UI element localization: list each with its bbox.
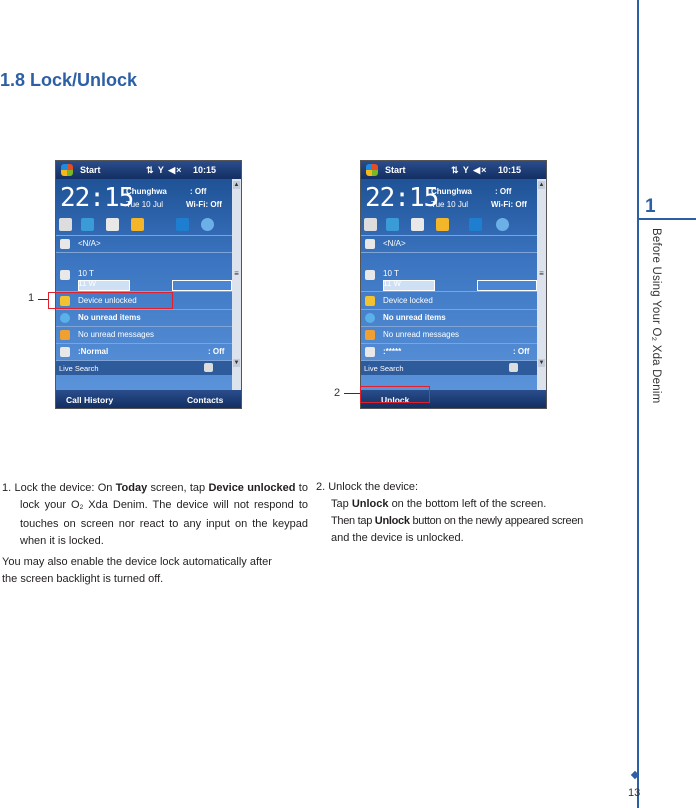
scroll-down-icon[interactable]: ▼ (538, 360, 545, 366)
message-icon (365, 330, 375, 340)
back-icon[interactable] (364, 218, 377, 231)
items-icon (365, 313, 375, 323)
app-launcher-row (361, 215, 537, 236)
scroll-thumb[interactable]: ≡ (539, 269, 544, 278)
lock-status-text: Device locked (383, 296, 433, 305)
scrollbar[interactable] (537, 179, 546, 390)
chapter-number: 1 (645, 196, 656, 217)
step-2: 2. Unlock the device: Tap Unlock on the bottom left of the screen. Then tap Unlock button on the newly appeared screen and the device is unlocked. (316, 481, 583, 544)
windows-start-icon[interactable] (61, 164, 73, 176)
live-search-row[interactable]: Live Search (361, 361, 537, 375)
contacts-softkey[interactable]: Contacts (187, 395, 224, 405)
device-screen-1 (55, 160, 242, 409)
lock-row[interactable] (361, 293, 537, 310)
callout-box-2 (360, 386, 430, 403)
owner-row[interactable]: <N/A> (56, 236, 232, 253)
date: Tue 10 Jul (126, 200, 164, 209)
search-go-icon[interactable] (204, 363, 213, 372)
message-icon (60, 330, 70, 340)
section-title: 1.8 Lock/Unlock (0, 70, 138, 90)
carrier: Chunghwa (126, 187, 167, 196)
page-number: 13 (628, 787, 641, 799)
contact-icon (60, 239, 70, 249)
unread-items-row[interactable]: No unread items (56, 310, 232, 327)
settings-icon[interactable] (496, 218, 509, 231)
contact-icon (365, 239, 375, 249)
folder-icon[interactable] (131, 218, 144, 231)
profile-icon (60, 347, 70, 357)
start-label[interactable]: Start (385, 165, 406, 175)
calendar-icon[interactable] (411, 218, 424, 231)
callout-number-1: 1 (28, 292, 35, 304)
rail-line (637, 0, 639, 808)
lock-status-text: Device unlocked (78, 296, 137, 305)
items-icon (60, 313, 70, 323)
step-1: 1. Lock the device: On Today screen, tap Device unlocked to lock your O2 Xda Denim. The device will not respond to touches on screen nor react to any input on the keypad when it is locked. (2, 482, 308, 547)
today-screen (361, 179, 537, 390)
messaging-icon[interactable] (469, 218, 482, 231)
date: Tue 10 Jul (431, 200, 469, 209)
profile-row[interactable]: :***** : Off (361, 344, 537, 361)
scroll-up-icon[interactable]: ▲ (233, 182, 240, 188)
folder-icon[interactable] (436, 218, 449, 231)
unread-items-row[interactable]: No unread items (361, 310, 537, 327)
today-keyword: Today (115, 482, 148, 494)
phone-icon[interactable] (386, 218, 399, 231)
scroll-up-icon[interactable]: ▲ (538, 182, 545, 188)
note-paragraph: You may also enable the device lock automatically after the screen backlight is turned off. (2, 556, 272, 585)
soft-key-bar (56, 390, 241, 408)
profile-icon (365, 347, 375, 357)
status-icons: ⇅ Y ◀× (146, 165, 183, 175)
title-bar (56, 161, 241, 179)
app-launcher-row (56, 215, 232, 236)
lock-icon (365, 296, 375, 306)
back-icon[interactable] (59, 218, 72, 231)
profile-row[interactable]: :Normal : Off (56, 344, 232, 361)
today-screen (56, 179, 232, 390)
scroll-down-icon[interactable]: ▼ (233, 360, 240, 366)
scrollbar[interactable] (232, 179, 241, 390)
unread-messages-row[interactable]: No unread messages (56, 327, 232, 344)
sms-row[interactable]: 10 T 11 W (56, 267, 232, 292)
chapter-title: Before Using Your O₂ Xda Denim (650, 228, 662, 404)
device-screen-2 (360, 160, 547, 409)
windows-start-icon[interactable] (366, 164, 378, 176)
status-icons: ⇅ Y ◀× (451, 165, 488, 175)
clock: 10:15 (498, 165, 522, 175)
rail-tick (639, 218, 696, 220)
bluetooth-status[interactable]: : Off (495, 187, 512, 196)
device-unlocked-keyword: Device unlocked (208, 482, 296, 494)
callout-number-2: 2 (334, 387, 341, 399)
unread-messages-row[interactable]: No unread messages (361, 327, 537, 344)
call-history-softkey[interactable]: Call History (66, 395, 114, 405)
callout-line-2 (344, 393, 360, 394)
unlock-softkey[interactable]: Unlock (381, 395, 410, 405)
callout-line-1 (38, 299, 48, 300)
start-label[interactable]: Start (80, 165, 101, 175)
time-digits: 22:15 (365, 183, 439, 213)
live-search-row[interactable]: Live Search (56, 361, 232, 375)
wifi-status[interactable]: Wi-Fi: Off (186, 200, 222, 209)
clock: 10:15 (193, 165, 217, 175)
time-digits: 22:15 (60, 183, 134, 213)
sms-icon (365, 270, 375, 280)
sms-icon (60, 270, 70, 280)
scroll-thumb[interactable]: ≡ (234, 269, 239, 278)
callout-box-1 (48, 292, 173, 309)
settings-icon[interactable] (201, 218, 214, 231)
bluetooth-status[interactable]: : Off (190, 187, 207, 196)
phone-icon[interactable] (81, 218, 94, 231)
wifi-status[interactable]: Wi-Fi: Off (491, 200, 527, 209)
messaging-icon[interactable] (176, 218, 189, 231)
owner-row[interactable]: <N/A> (361, 236, 537, 253)
carrier: Chunghwa (431, 187, 472, 196)
search-go-icon[interactable] (509, 363, 518, 372)
title-bar (361, 161, 546, 179)
sms-row[interactable]: 10 T 11 W (361, 267, 537, 292)
calendar-icon[interactable] (106, 218, 119, 231)
